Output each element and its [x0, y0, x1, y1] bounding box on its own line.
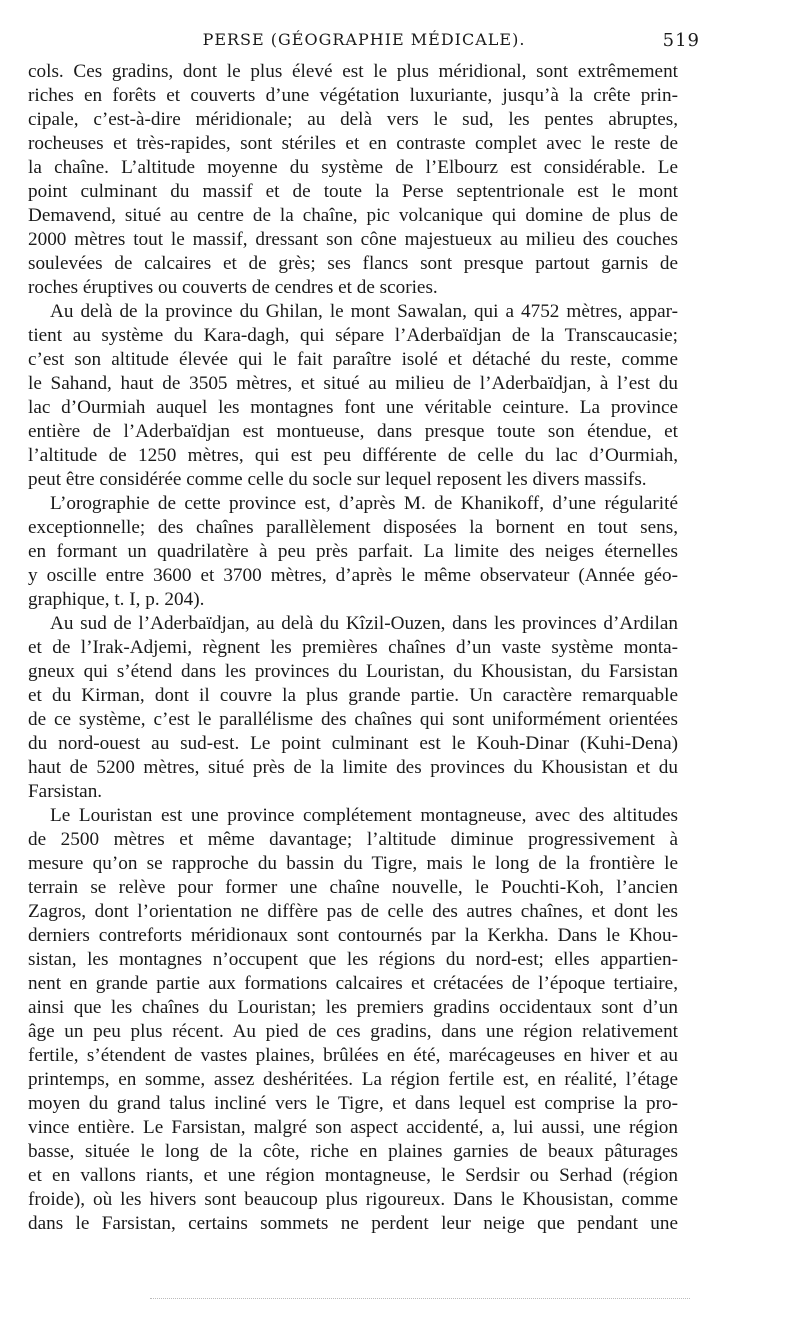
text-line: ainsi que les chaînes du Louristan; les premiers gradins occidentaux sont d’un [28, 997, 678, 1018]
text-line: exceptionnelle; des chaînes parallèlement disposées la bornent en tout sens, [28, 517, 678, 538]
text-line: du nord-ouest au sud-est. Le point culminant est le Kouh-Dinar (Kuhi-Dena) [28, 733, 678, 754]
text-line: fertile, s’étendent de vastes plaines, brûlées en été, marécageuses en hiver et au [28, 1045, 678, 1066]
text-line: 2000 mètres tout le massif, dressant son cône majestueux au milieu des couches [28, 229, 678, 250]
text-line: terrain se relève pour former une chaîne nouvelle, le Pouchti-Koh, l’ancien [28, 877, 678, 898]
text-line: sistan, les montagnes n’occupent que les régions du nord-est; elles appartien- [28, 949, 678, 970]
text-line: la chaîne. L’altitude moyenne du système de l’Elbourz est considérable. Le [28, 157, 678, 178]
text-line: entière de l’Aderbaïdjan est montueuse, dans presque toute son étendue, et [28, 421, 678, 442]
text-line: et en vallons riants, et une région montagneuse, le Serdsir ou Serhad (région [28, 1165, 678, 1186]
running-head: PERSE (GÉOGRAPHIE MÉDICALE). [202, 30, 526, 49]
page-header [28, 30, 700, 54]
text-line: et du Kirman, dont il couvre la plus grande partie. Un caractère remarquable [28, 685, 678, 706]
text-line: de ce système, c’est le parallélisme des chaînes qui sont uniformément orientées [28, 709, 678, 730]
text-line: Au delà de la province du Ghilan, le mont Sawalan, qui a 4752 mètres, appar- [50, 301, 678, 322]
text-line: dans le Farsistan, certains sommets ne perdent leur neige que pendant une [28, 1213, 678, 1234]
text-line: froide), où les hivers sont beaucoup plus rigoureux. Dans le Khousistan, comme [28, 1189, 678, 1210]
text-line: Zagros, dont l’orientation ne diffère pas de celle des autres chaînes, et dont les [28, 901, 678, 922]
text-line: point culminant du massif et de toute la Perse septentrionale est le mont [28, 181, 678, 202]
text-line: lac d’Ourmiah auquel les montagnes font une véritable ceinture. La province [28, 397, 678, 418]
text-line: âge un peu plus récent. Au pied de ces gradins, dans une région relativement [28, 1021, 678, 1042]
text-line: basse, située le long de la côte, riche en plaines garnies de beaux pâturages [28, 1141, 678, 1162]
text-line: graphique, t. I, p. 204). [28, 589, 205, 610]
text-line: cipale, c’est-à-dire méridionale; au delà vers le sud, les pentes abruptes, [28, 109, 678, 130]
text-line: vince entière. Le Farsistan, malgré son aspect accidenté, a, lui aussi, une région [28, 1117, 678, 1138]
text-line: cols. Ces gradins, dont le plus élevé est le plus méridional, sont extrêmement [28, 61, 678, 82]
text-line: soulevées de calcaires et de grès; ses flancs sont presque partout garnis de [28, 253, 678, 274]
text-line: riches en forêts et couverts d’une végétation luxuriante, jusqu’à la crête prin- [28, 85, 678, 106]
text-line: moyen du grand talus incliné vers le Tigre, et dans lequel est comprise la pro- [28, 1093, 678, 1114]
text-line: y oscille entre 3600 et 3700 mètres, d’après le même observateur (Année géo- [28, 565, 678, 586]
page-number: 519 [662, 30, 700, 51]
text-line: Le Louristan est une province complétement montagneuse, avec des altitudes [50, 805, 678, 826]
body-text [28, 60, 678, 1236]
text-line: nent en grande partie aux formations calcaires et crétacées de l’époque tertiaire, [28, 973, 678, 994]
text-line: Demavend, situé au centre de la chaîne, pic volcanique qui domine de plus de [28, 205, 678, 226]
text-line: Au sud de l’Aderbaïdjan, au delà du Kîzil-Ouzen, dans les provinces d’Ardilan [50, 613, 678, 634]
text-line: Farsistan. [28, 781, 103, 802]
text-line: derniers contreforts méridionaux sont contournés par la Kerkha. Dans le Khou- [28, 925, 678, 946]
footer-rule [150, 1298, 690, 1305]
text-line: mesure qu’on se rapproche du bassin du Tigre, mais le long de la frontière le [28, 853, 678, 874]
text-line: c’est son altitude élevée qui le fait paraître isolé et détaché du reste, comme [28, 349, 678, 370]
text-line: L’orographie de cette province est, d’après M. de Khanikoff, d’une régularité [50, 493, 678, 514]
text-line: roches éruptives ou couverts de cendres et de scories. [28, 277, 438, 298]
text-line: peut être considérée comme celle du socle sur lequel reposent les divers massifs. [28, 469, 647, 490]
text-line: tient au système du Kara-dagh, qui sépare l’Aderbaïdjan de la Transcaucasie; [28, 325, 678, 346]
text-line: haut de 5200 mètres, situé près de la limite des provinces du Khousistan et du [28, 757, 678, 778]
text-line: et de l’Irak-Adjemi, règnent les premières chaînes d’un vaste système monta- [28, 637, 678, 658]
text-line: en formant un quadrilatère à peu près parfait. La limite des neiges éternelles [28, 541, 678, 562]
text-line: gneux qui s’étend dans les provinces du Louristan, du Khousistan, du Farsistan [28, 661, 678, 682]
text-line: l’altitude de 1250 mètres, qui est peu différente de celle du lac d’Ourmiah, [28, 445, 678, 466]
text-line: de 2500 mètres et même davantage; l’altitude diminue progressivement à [28, 829, 678, 850]
text-line: printemps, en somme, assez deshéritées. La région fertile est, en réalité, l’étage [28, 1069, 678, 1090]
text-line: le Sahand, haut de 3505 mètres, et situé au milieu de l’Aderbaïdjan, à l’est du [28, 373, 678, 394]
text-line: rocheuses et très-rapides, sont stériles et en contraste complet avec le reste de [28, 133, 678, 154]
